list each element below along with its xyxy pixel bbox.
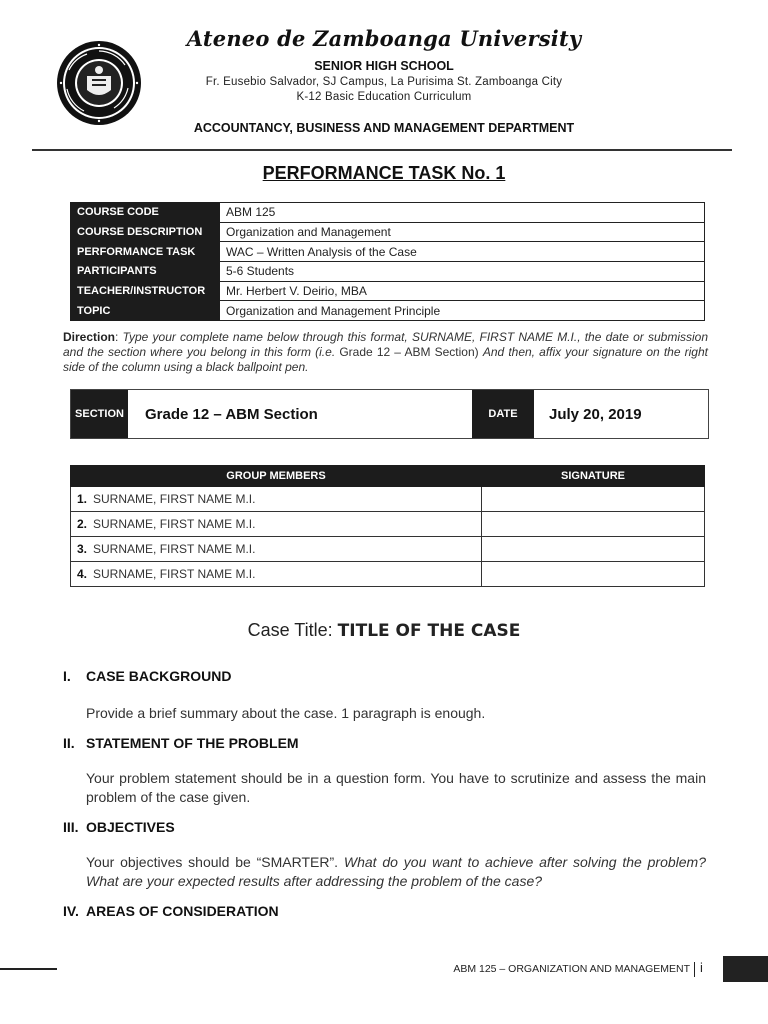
direction-label: Direction: [63, 330, 116, 344]
section-label: SECTION: [71, 390, 128, 438]
direction-text-b: Grade 12 – ABM Section): [339, 345, 479, 359]
row-number: 1.: [77, 492, 88, 506]
direction-text: Direction: Type your complete name below through this format, SURNAME, FIRST NAME M.I., the date or submission and the section where you belong in this form (i.e. Grade 12 – ABM Section) And then, affix your signature on the right side of the column using a black ballpoint pen.: [63, 330, 709, 374]
signature-cell[interactable]: [482, 562, 705, 587]
objectives-text-b: What do you want to achieve after solving the problem? What are your expected results after addressing the problem of the case?: [86, 854, 707, 889]
table-row: [71, 512, 705, 537]
info-row: [71, 203, 705, 223]
footer-text: ABM 125 – ORGANIZATION AND MANAGEMENT: [453, 963, 690, 975]
member-name: SURNAME, FIRST NAME M.I.: [93, 517, 256, 531]
date-label: DATE: [472, 390, 534, 438]
row-number: 4.: [77, 567, 88, 581]
info-value: 5-6 Students: [220, 262, 705, 282]
info-row: [71, 301, 705, 321]
section-value[interactable]: Grade 12 – ABM Section: [145, 405, 318, 423]
section-number: IV.: [63, 903, 79, 919]
info-label: COURSE CODE: [71, 203, 220, 223]
section-heading-objectives: [63, 819, 175, 835]
row-number: 3.: [77, 542, 88, 556]
section-number: III.: [63, 819, 79, 835]
signature-cell[interactable]: [482, 487, 705, 512]
member-name: SURNAME, FIRST NAME M.I.: [93, 567, 256, 581]
info-row: [71, 242, 705, 262]
section-number: II.: [63, 735, 75, 751]
university-name: Ateneo de Zamboanga University: [186, 26, 582, 51]
section-title: CASE BACKGROUND: [86, 668, 232, 684]
info-label: TOPIC: [71, 301, 220, 321]
member-name-cell[interactable]: [71, 537, 482, 562]
section-number: I.: [63, 668, 71, 684]
table-row: [71, 562, 705, 587]
info-value: WAC – Written Analysis of the Case: [220, 242, 705, 262]
footer-separator: [694, 962, 695, 977]
section-heading-background: [63, 668, 231, 684]
university-seal-logo: [56, 40, 142, 126]
curriculum-line: K-12 Basic Education Curriculum: [296, 91, 472, 103]
section-body-background: Provide a brief summary about the case. 1 paragraph is enough.: [86, 705, 486, 721]
info-row: [71, 281, 705, 301]
info-label: COURSE DESCRIPTION: [71, 222, 220, 242]
column-header-members: GROUP MEMBERS: [71, 466, 482, 487]
info-row: [71, 222, 705, 242]
signature-cell[interactable]: [482, 512, 705, 537]
school-name: SENIOR HIGH SCHOOL: [314, 59, 454, 73]
info-value: Organization and Management Principle: [220, 301, 705, 321]
info-label: PERFORMANCE TASK: [71, 242, 220, 262]
footer-block: [723, 956, 768, 982]
table-row: [71, 487, 705, 512]
direction-text-a: Type your complete name below through this format, SURNAME, FIRST NAME M.I., the date or submission and the section where you belong in this form (i.e.: [63, 330, 709, 359]
case-title-value: TITLE OF THE CASE: [337, 621, 521, 641]
info-value: ABM 125: [220, 203, 705, 223]
footer-rule: [0, 968, 57, 970]
page-title-text: PERFORMANCE TASK No. 1: [262, 163, 506, 183]
row-number: 2.: [77, 517, 88, 531]
info-row: [71, 262, 705, 282]
info-label: PARTICIPANTS: [71, 262, 220, 282]
section-title: AREAS OF CONSIDERATION: [86, 903, 279, 919]
page-number: i: [700, 960, 703, 975]
course-info-table: [70, 202, 705, 321]
case-title: [160, 620, 608, 641]
table-row: [71, 537, 705, 562]
group-members-table: [70, 465, 705, 587]
column-header-signature: SIGNATURE: [482, 466, 705, 487]
date-value[interactable]: July 20, 2019: [549, 405, 642, 423]
objectives-text-a: Your objectives should be “SMARTER”.: [86, 854, 339, 870]
header-divider: [32, 149, 732, 151]
info-value: Mr. Herbert V. Deirio, MBA: [220, 281, 705, 301]
school-address: Fr. Eusebio Salvador, SJ Campus, La Purisima St. Zamboanga City: [205, 76, 563, 88]
page-title: [160, 163, 608, 184]
section-body-problem: Your problem statement should be in a question form. You have to scrutinize and assess the main problem of the case given.: [86, 770, 706, 805]
department-name: ACCOUNTANCY, BUSINESS AND MANAGEMENT DEPARTMENT: [193, 121, 575, 135]
section-title: STATEMENT OF THE PROBLEM: [86, 735, 299, 751]
member-name: SURNAME, FIRST NAME M.I.: [93, 542, 256, 556]
member-name-cell[interactable]: [71, 487, 482, 512]
section-date-box: [70, 389, 709, 439]
section-heading-areas: [63, 903, 279, 919]
member-name: SURNAME, FIRST NAME M.I.: [93, 492, 256, 506]
member-name-cell[interactable]: [71, 562, 482, 587]
section-title: OBJECTIVES: [86, 819, 175, 835]
direction-text-c: And then, affix your signature on the right side of the column using a black ballpoint pen.: [63, 345, 708, 374]
section-heading-problem: [63, 735, 299, 751]
section-body-objectives: [86, 853, 706, 891]
case-title-label: Case Title:: [247, 620, 333, 640]
signature-cell[interactable]: [482, 537, 705, 562]
member-name-cell[interactable]: [71, 512, 482, 537]
info-value: Organization and Management: [220, 222, 705, 242]
members-header-row: [71, 466, 705, 487]
info-label: TEACHER/INSTRUCTOR: [71, 281, 220, 301]
